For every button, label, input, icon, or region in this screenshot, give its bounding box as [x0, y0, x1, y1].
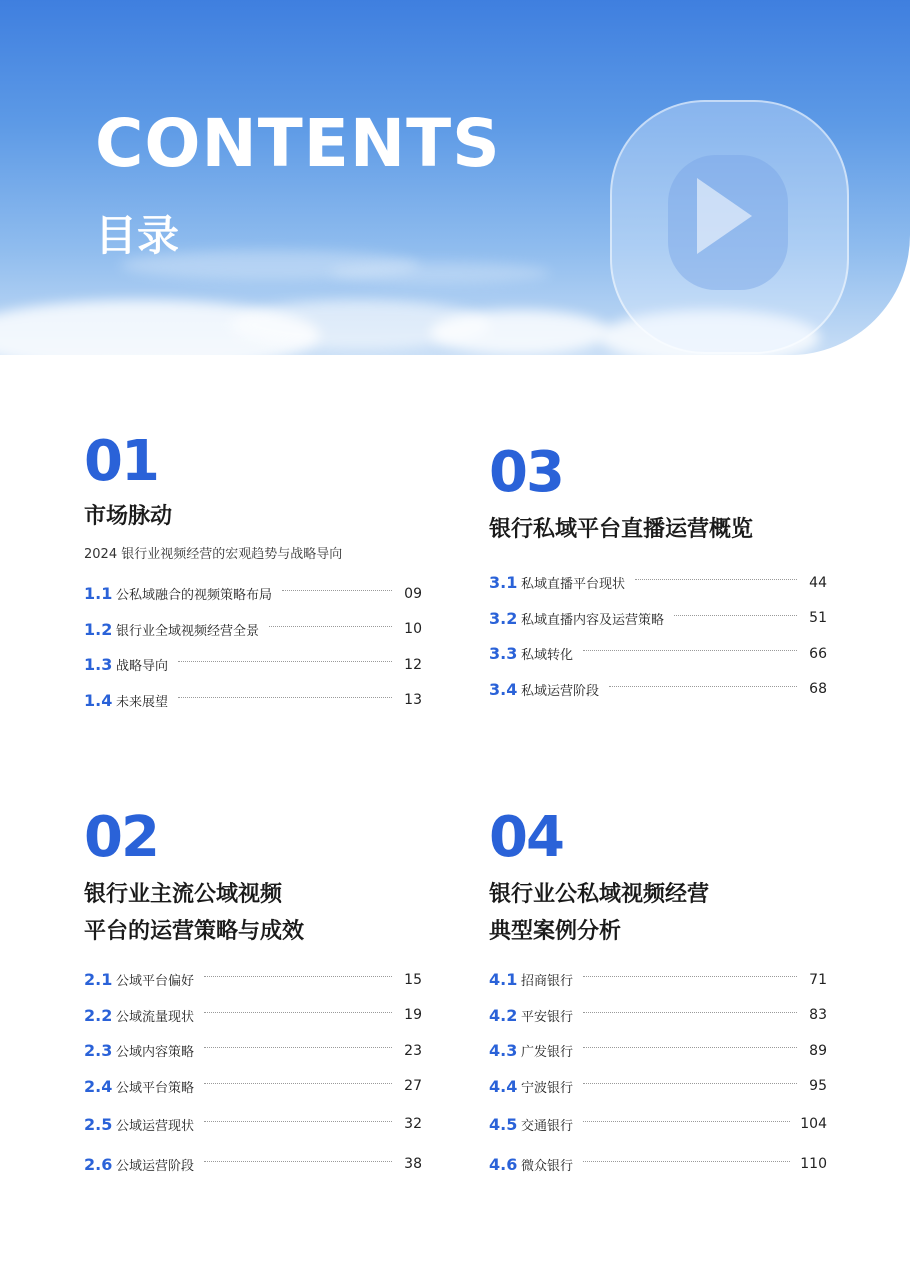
item-page: 95 [809, 1078, 827, 1095]
item-page: 83 [809, 1007, 827, 1024]
toc-item[interactable] [84, 1069, 422, 1105]
item-label: 平安银行 [521, 1009, 574, 1025]
item-label: 宁波银行 [521, 1080, 574, 1096]
item-label: 公域平台偏好 [116, 974, 195, 990]
item-label: 公域平台策略 [116, 1080, 195, 1096]
item-page: 89 [809, 1042, 827, 1059]
dot-leader [583, 1121, 790, 1122]
item-number: 4.4 [489, 1076, 518, 1096]
section-title-line-2: 典型案例分析 [489, 919, 622, 944]
toc-item[interactable] [489, 565, 827, 601]
toc-item[interactable] [84, 1033, 422, 1069]
cloud-decoration [430, 310, 610, 355]
section-03 [489, 440, 827, 707]
item-label: 广发银行 [521, 1045, 574, 1061]
play-triangle-icon [697, 178, 752, 254]
item-page: 13 [404, 692, 422, 709]
item-label: 微众银行 [521, 1158, 574, 1174]
header-banner [0, 0, 910, 355]
dot-leader [204, 976, 392, 977]
cloud-decoration [330, 262, 550, 284]
toc-list [489, 962, 827, 1184]
item-number: 4.6 [489, 1154, 518, 1174]
dot-leader [178, 661, 392, 662]
dot-leader [674, 615, 797, 616]
item-page: 110 [800, 1156, 827, 1172]
item-label: 私域直播平台现状 [521, 577, 626, 593]
toc-item[interactable] [489, 1069, 827, 1105]
section-title: 市场脉动 [84, 504, 173, 529]
toc-item[interactable] [84, 576, 422, 612]
section-04 [489, 805, 827, 1184]
item-label: 战略导向 [116, 659, 169, 675]
item-label: 公域内容策略 [116, 1045, 195, 1061]
section-01 [84, 429, 422, 718]
dot-leader [204, 1047, 392, 1048]
item-label: 公域运营阶段 [116, 1158, 195, 1174]
section-title-line-1: 银行业主流公域视频 [84, 882, 283, 907]
item-label: 私域直播内容及运营策略 [521, 612, 665, 628]
toc-list [489, 565, 827, 707]
item-page: 51 [809, 610, 827, 627]
section-number: 02 [84, 805, 158, 870]
section-number: 03 [489, 440, 563, 505]
item-number: 4.5 [489, 1114, 518, 1134]
item-number: 3.4 [489, 679, 518, 699]
dot-leader [204, 1161, 392, 1162]
section-title-line-2: 平台的运营策略与成效 [84, 919, 305, 944]
item-number: 2.3 [84, 1041, 113, 1061]
toc-item[interactable] [84, 647, 422, 683]
dot-leader [583, 1047, 797, 1048]
item-page: 68 [809, 681, 827, 698]
item-page: 44 [809, 574, 827, 591]
item-page: 09 [404, 585, 422, 602]
dot-leader [204, 1121, 392, 1122]
item-number: 3.3 [489, 644, 518, 664]
item-label: 私域运营阶段 [521, 683, 600, 699]
toc-item[interactable] [489, 1104, 827, 1144]
page-subtitle: 目录 [95, 211, 180, 260]
item-page: 27 [404, 1078, 422, 1095]
item-page: 12 [404, 656, 422, 673]
item-label: 招商银行 [521, 974, 574, 990]
dot-leader [635, 579, 797, 580]
toc-list [84, 962, 422, 1184]
toc-list [84, 576, 422, 718]
item-number: 4.2 [489, 1005, 518, 1025]
section-02 [84, 805, 422, 1184]
item-page: 71 [809, 971, 827, 988]
item-number: 2.4 [84, 1076, 113, 1096]
item-page: 23 [404, 1042, 422, 1059]
section-number: 04 [489, 805, 563, 870]
toc-item[interactable] [489, 601, 827, 637]
item-number: 2.2 [84, 1005, 113, 1025]
toc-item[interactable] [489, 1033, 827, 1069]
toc-item[interactable] [489, 1144, 827, 1184]
item-number: 1.3 [84, 655, 113, 675]
item-number: 1.2 [84, 619, 113, 639]
item-number: 2.1 [84, 970, 113, 990]
toc-item[interactable] [84, 683, 422, 719]
dot-leader [583, 976, 797, 977]
dot-leader [178, 697, 392, 698]
dot-leader [282, 590, 392, 591]
toc-item[interactable] [84, 962, 422, 998]
dot-leader [609, 686, 797, 687]
item-number: 2.5 [84, 1114, 113, 1134]
item-page: 38 [404, 1156, 422, 1172]
item-number: 2.6 [84, 1154, 113, 1174]
item-number: 4.1 [489, 970, 518, 990]
item-page: 104 [800, 1116, 827, 1132]
toc-item[interactable] [84, 1144, 422, 1184]
item-number: 4.3 [489, 1041, 518, 1061]
item-label: 银行业全域视频经营全景 [116, 623, 260, 639]
toc-item[interactable] [489, 998, 827, 1034]
item-label: 未来展望 [116, 694, 169, 710]
page-title: CONTENTS [95, 105, 501, 182]
item-page: 10 [404, 621, 422, 638]
item-label: 私域转化 [521, 648, 574, 664]
item-page: 32 [404, 1116, 422, 1132]
toc-item[interactable] [489, 672, 827, 708]
dot-leader [583, 1161, 790, 1162]
item-label: 公域流量现状 [116, 1009, 195, 1025]
toc-item[interactable] [84, 612, 422, 648]
toc-item[interactable] [489, 962, 827, 998]
toc-item[interactable] [84, 1104, 422, 1144]
section-title-line-1: 银行业公私域视频经营 [489, 882, 710, 907]
section-title: 银行私域平台直播运营概览 [489, 517, 754, 542]
dot-leader [204, 1012, 392, 1013]
item-number: 1.1 [84, 584, 113, 604]
section-description: 2024 银行业视频经营的宏观趋势与战略导向 [84, 547, 343, 562]
item-page: 15 [404, 971, 422, 988]
item-label: 交通银行 [521, 1118, 574, 1134]
dot-leader [269, 626, 392, 627]
dot-leader [583, 1083, 797, 1084]
item-number: 3.2 [489, 608, 518, 628]
toc-item[interactable] [84, 998, 422, 1034]
dot-leader [583, 650, 797, 651]
dot-leader [204, 1083, 392, 1084]
item-number: 3.1 [489, 573, 518, 593]
toc-item[interactable] [489, 636, 827, 672]
section-number: 01 [84, 429, 158, 494]
item-label: 公域运营现状 [116, 1118, 195, 1134]
item-page: 66 [809, 645, 827, 662]
item-page: 19 [404, 1007, 422, 1024]
item-number: 1.4 [84, 690, 113, 710]
dot-leader [583, 1012, 797, 1013]
item-label: 公私域融合的视频策略布局 [116, 588, 273, 604]
